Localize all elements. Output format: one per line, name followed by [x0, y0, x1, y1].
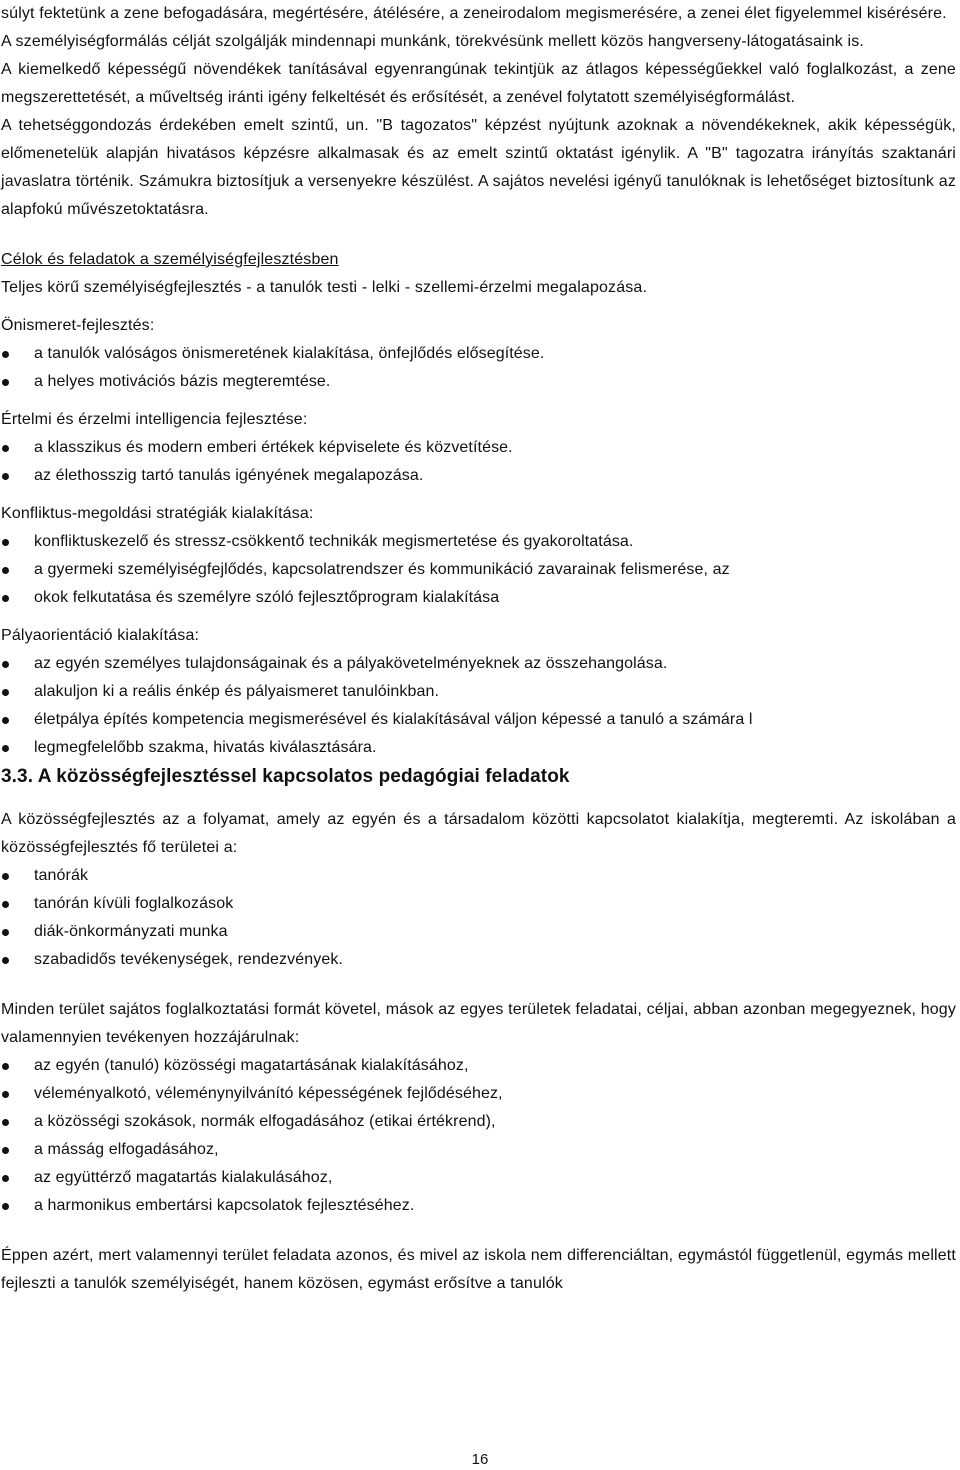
bullet-icon: [2, 1147, 9, 1154]
paragraph-talent-care: A tehetséggondozás érdekében emelt szintű, un. "B tagozatos" képzést nyújtunk azoknak a növendékeknek, akik képességük, előmenetelük alapján hivatásos képzésre alkalmasak és az emelt szintű oktatást igénylik. A "B" tagozatra irányítás szaktanári javaslatra történik. Számukra biztosítjuk a versenyekre készülést. A sajátos nevelési igényű tanulóknak is lehetőséget biztosítunk az alapfokú művészetoktatásra.: [1, 117, 956, 218]
contributions-list: [1, 1052, 956, 1220]
bullet-icon: [2, 351, 9, 358]
list-item-text: a helyes motivációs bázis megteremtése.: [34, 373, 331, 390]
bullet-icon: [2, 661, 9, 668]
bullet-icon: [2, 717, 9, 724]
list-item-text: a tanulók valóságos önismeretének kialakítása, önfejlődés elősegítése.: [34, 345, 545, 362]
list-item: [1, 1052, 956, 1080]
bullet-icon: [2, 445, 9, 452]
community-areas-list: [1, 862, 956, 974]
paragraph-music-reception: súlyt fektetünk a zene befogadására, megértésére, átélésére, a zeneirodalom megismerésére, a zenei élet figyelemmel kisérésére.: [1, 5, 947, 22]
list-item: [1, 1108, 956, 1136]
community-para-3: Éppen azért, mert valamennyi terület feladata azonos, és mivel az iskola nem differenciáltan, egymástól függetlenül, egymás mellett fejleszti a tanulók személyiségét, hanem közösen, egymást erősítve a tanulók: [1, 1247, 956, 1292]
bullet-icon: [2, 957, 9, 964]
list-item: [1, 340, 956, 368]
list-item-text: szabadidős tevékenységek, rendezvények.: [34, 951, 343, 968]
list-item-text: tanórák: [34, 867, 89, 884]
list-item-text: a másság elfogadásához,: [34, 1141, 219, 1158]
list-item-text: legmegfelelőbb szakma, hivatás kiválasztására.: [34, 739, 377, 756]
bullet-icon: [2, 873, 9, 880]
list-item: [1, 1136, 956, 1164]
list-item: [1, 734, 956, 762]
list-item: [1, 678, 956, 706]
list-item-text: véleményalkotó, véleménynyilvánító képességének fejlődéséhez,: [34, 1085, 503, 1102]
bullet-icon: [2, 901, 9, 908]
bullet-icon: [2, 689, 9, 696]
self-knowledge-label: Önismeret-fejlesztés:: [1, 317, 155, 334]
list-item-text: az egyén (tanuló) közösségi magatartásának kialakításához,: [34, 1057, 469, 1074]
bullet-icon: [2, 539, 9, 546]
list-item: [1, 650, 956, 678]
section-title-3-3: 3.3. A közösségfejlesztéssel kapcsolatos pedagógiai feladatok: [1, 766, 570, 787]
list-item: [1, 462, 956, 490]
list-item-text: a klasszikus és modern emberi értékek képviselete és közvetítése.: [34, 439, 513, 456]
intelligence-label: Értelmi és érzelmi intelligencia fejlesztése:: [1, 411, 308, 428]
bullet-icon: [2, 595, 9, 602]
conflict-list: [1, 528, 956, 612]
list-item-text: diák-önkormányzati munka: [34, 923, 228, 940]
intelligence-list: [1, 434, 956, 490]
list-item-text: az egyén személyes tulajdonságainak és a pályakövetelményeknek az összehangolása.: [34, 655, 668, 672]
page-number: 16: [471, 1451, 489, 1468]
list-item-text: életpálya építés kompetencia megismerésével és kialakításával váljon képessé a tanuló a számára l: [34, 711, 753, 728]
list-item: [1, 946, 956, 974]
bullet-icon: [2, 379, 9, 386]
list-item-text: tanórán kívüli foglalkozások: [34, 895, 234, 912]
list-item-text: a gyermeki személyiségfejlődés, kapcsolatrendszer és kommunikáció zavarainak felismerése, az: [34, 561, 730, 578]
list-item-text: okok felkutatása és személyre szóló fejlesztőprogram kialakítása: [34, 589, 500, 606]
paragraph-talented-students: A kiemelkedő képességű növendékek tanításával egyenrangúnak tekintjük az átlagos képességűekkel való foglalkozást, a zene megszerettetését, a műveltség iránti igény felkeltését és erősítését, a zenével folytatott személyiségformálást.: [1, 61, 956, 106]
list-item-text: az együttérző magatartás kialakulásához,: [34, 1169, 333, 1186]
list-item-text: a közösségi szokások, normák elfogadásához (etikai értékrend),: [34, 1113, 496, 1130]
conflict-label: Konfliktus-megoldási stratégiák kialakítása:: [1, 505, 314, 522]
bullet-icon: [2, 1203, 9, 1210]
goals-intro: Teljes körű személyiségfejlesztés - a tanulók testi - lelki - szellemi-érzelmi megalapozása.: [1, 279, 648, 296]
list-item-text: a harmonikus embertársi kapcsolatok fejlesztéséhez.: [34, 1197, 415, 1214]
list-item: [1, 528, 956, 556]
career-list: [1, 650, 956, 762]
list-item-text: konfliktuskezelő és stressz-csökkentő technikák megismertetése és gyakoroltatása.: [34, 533, 634, 550]
community-intro: A közösségfejlesztés az a folyamat, amely az egyén és a társadalom közötti kapcsolatot kialakítja, megteremti. Az iskolában a közösségfejlesztés fő területei a:: [1, 811, 956, 856]
career-label: Pályaorientáció kialakítása:: [1, 627, 200, 644]
list-item-text: alakuljon ki a reális énkép és pályaismeret tanulóinkban.: [34, 683, 440, 700]
community-para-2: Minden terület sajátos foglalkoztatási formát követel, mások az egyes területek feladatai, céljai, abban azonban megegyeznek, hogy valamennyien tevékenyen hozzájárulnak:: [1, 1001, 956, 1046]
paragraph-personality-forming: A személyiségformálás célját szolgálják mindennapi munkánk, törekvésünk mellett közös hangverseny-látogatásaink is.: [1, 33, 864, 50]
list-item: [1, 1192, 956, 1220]
bullet-icon: [2, 745, 9, 752]
list-item: [1, 1164, 956, 1192]
bullet-icon: [2, 567, 9, 574]
bullet-icon: [2, 929, 9, 936]
bullet-icon: [2, 1063, 9, 1070]
list-item: [1, 434, 956, 462]
bullet-icon: [2, 1175, 9, 1182]
list-item: [1, 706, 956, 734]
list-item: [1, 918, 956, 946]
list-item: [1, 556, 956, 584]
bullet-icon: [2, 1119, 9, 1126]
bullet-icon: [2, 1091, 9, 1098]
list-item: [1, 1080, 956, 1108]
list-item: [1, 368, 956, 396]
list-item-text: az élethosszig tartó tanulás igényének megalapozása.: [34, 467, 424, 484]
bullet-icon: [2, 473, 9, 480]
self-knowledge-list: [1, 340, 956, 396]
goals-heading: Célok és feladatok a személyiségfejlesztésben: [1, 251, 339, 268]
list-item: [1, 890, 956, 918]
list-item: [1, 862, 956, 890]
list-item: [1, 584, 956, 612]
